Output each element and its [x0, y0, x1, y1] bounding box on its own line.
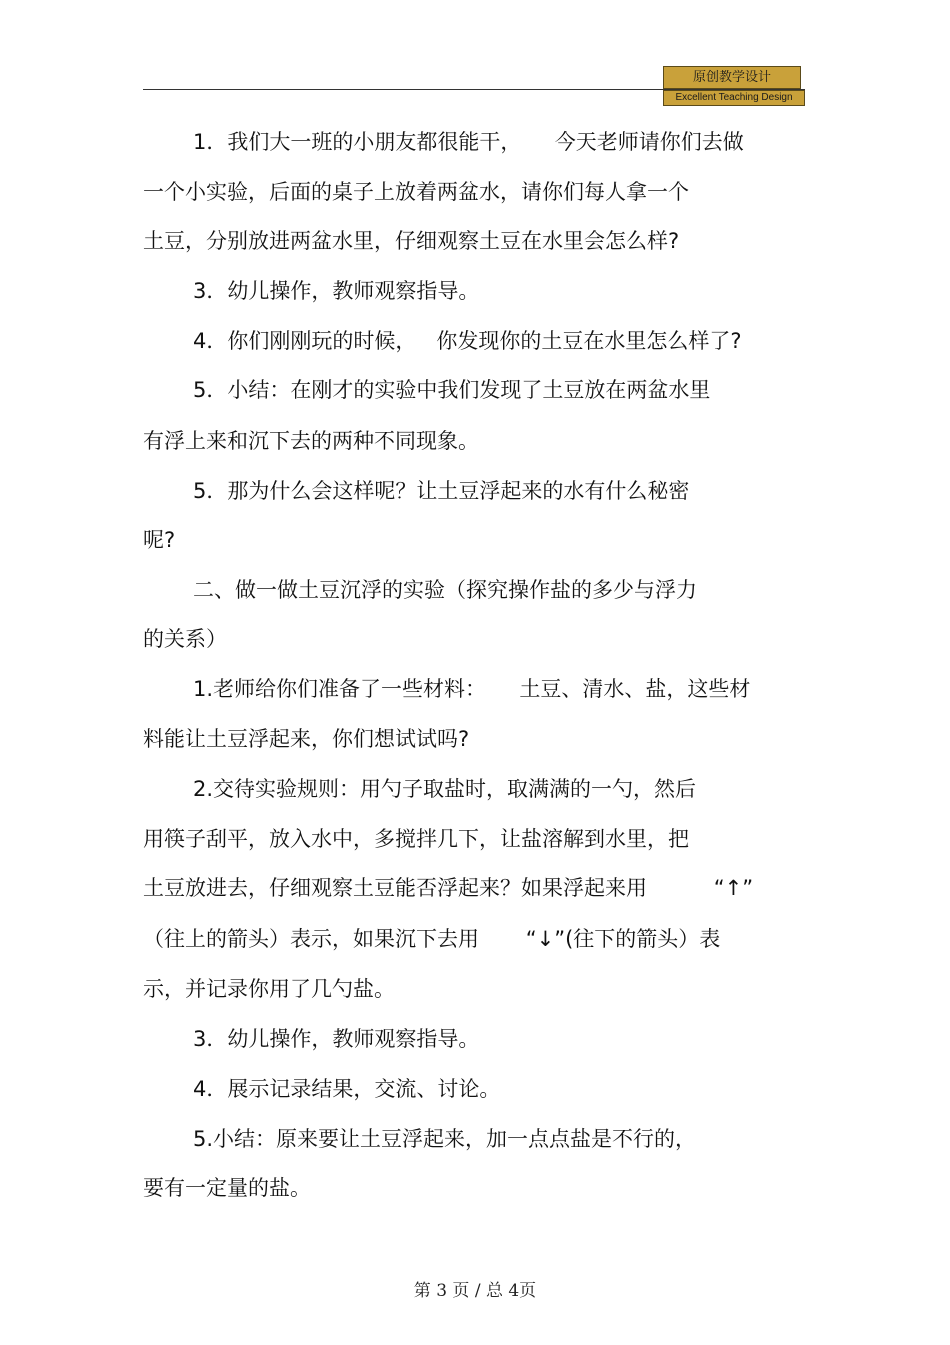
page-number: 第 3 页 / 总 4页 — [413, 1281, 537, 1301]
body-line: 示，并记录你用了几勺盐。 — [143, 977, 395, 1001]
body-line: 的关系） — [143, 627, 227, 651]
body-line: 1．我们大一班的小朋友都很能干， 今天老师请你们去做 — [193, 130, 744, 154]
header-badge-subtitle: Excellent Teaching Design — [663, 90, 805, 106]
body-line: 有浮上来和沉下去的两种不同现象。 — [143, 429, 479, 453]
body-line: 二、做一做土豆沉浮的实验（探究操作盐的多少与浮力 — [193, 578, 697, 602]
body-line: 料能让土豆浮起来，你们想试试吗? — [143, 727, 470, 751]
body-line: 土豆放进去，仔细观察土豆能否浮起来？如果浮起来用 “↑” — [143, 876, 754, 900]
body-line: 呢? — [143, 528, 176, 552]
body-line: 要有一定量的盐。 — [143, 1176, 311, 1200]
body-line: 5．小结：在刚才的实验中我们发现了土豆放在两盆水里 — [193, 378, 711, 402]
body-line: 土豆，分别放进两盆水里，仔细观察土豆在水里会怎么样? — [143, 229, 680, 253]
body-line: 3．幼儿操作，教师观察指导。 — [193, 279, 480, 303]
body-line: 5．那为什么会这样呢？让土豆浮起来的水有什么秘密 — [193, 479, 690, 503]
body-line: 一个小实验，后面的桌子上放着两盆水，请你们每人拿一个 — [143, 180, 689, 204]
body-line: 3．幼儿操作，教师观察指导。 — [193, 1027, 480, 1051]
body-line: 1.老师给你们准备了一些材料： 土豆、清水、盐，这些材 — [193, 677, 751, 701]
body-line: 4．你们刚刚玩的时候， 你发现你的土豆在水里怎么样了? — [193, 329, 742, 353]
body-line: 2.交待实验规则：用勺子取盐时，取满满的一勺，然后 — [193, 777, 697, 801]
body-line: 5.小结：原来要让土豆浮起来，加一点点盐是不行的， — [193, 1127, 697, 1151]
body-line: 4．展示记录结果，交流、讨论。 — [193, 1077, 501, 1101]
header-badge-title: 原创教学设计 — [663, 66, 801, 89]
body-line: （往上的箭头）表示，如果沉下去用 “↓”(往下的箭头）表 — [143, 927, 721, 951]
body-line: 用筷子刮平，放入水中，多搅拌几下，让盐溶解到水里，把 — [143, 827, 689, 851]
